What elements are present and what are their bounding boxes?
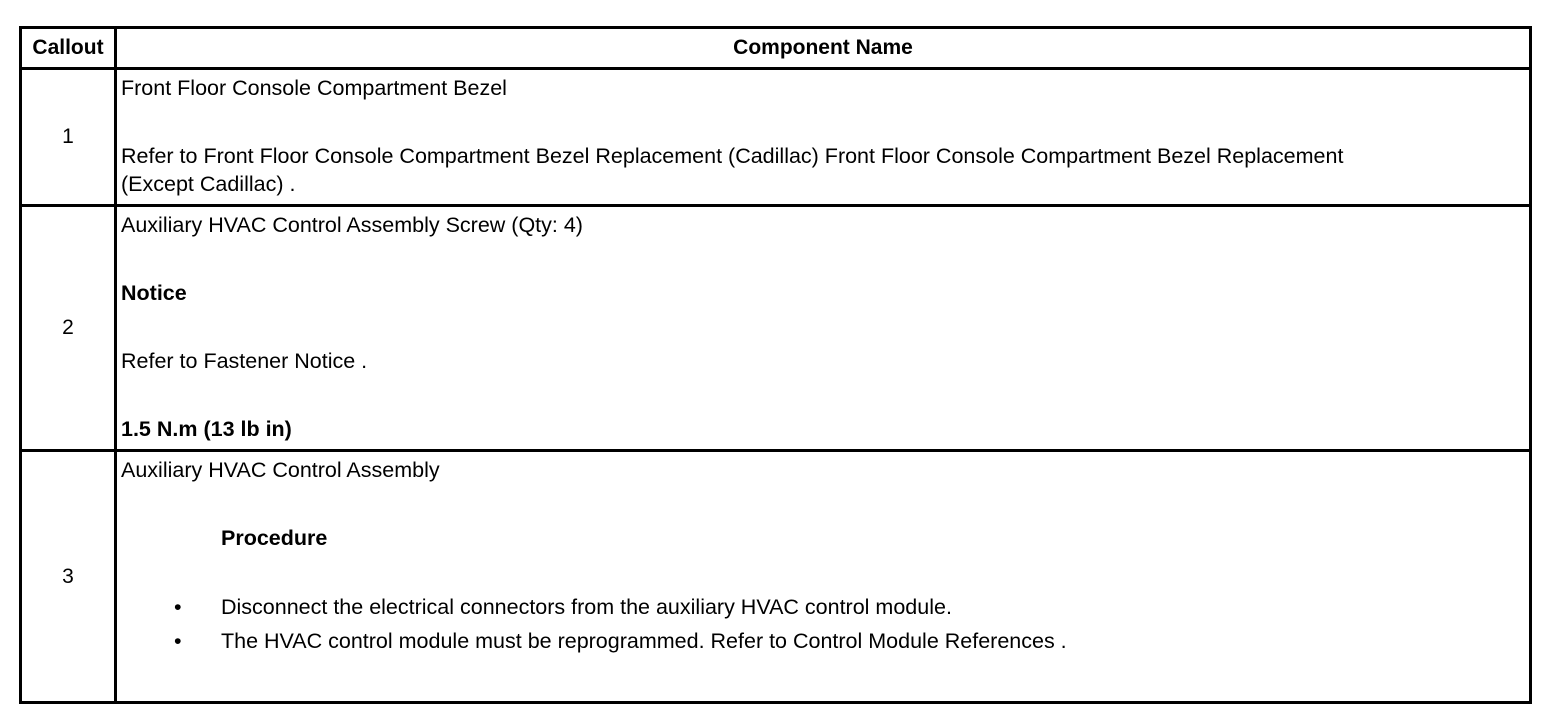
component-table xyxy=(19,26,1532,704)
bullet-icon: • xyxy=(174,595,182,619)
bullet-icon: • xyxy=(174,629,182,653)
procedure-step xyxy=(121,590,1529,624)
procedure-step xyxy=(121,624,1529,658)
row-2-torque: 1.5 N.m (13 lb in) xyxy=(121,417,292,441)
procedure-step-text: The HVAC control module must be reprogrammed. Refer to Control Module References . xyxy=(221,629,1067,653)
row-3-content xyxy=(117,452,1529,701)
row-2-refer: Refer to Fastener Notice . xyxy=(121,349,368,373)
header-component-name: Component Name xyxy=(117,29,1529,70)
row-1-name: Front Floor Console Compartment Bezel xyxy=(121,76,507,100)
row-2-name: Auxiliary HVAC Control Assembly Screw (Qty: 4) xyxy=(121,213,583,237)
header-callout: Callout xyxy=(22,29,117,70)
procedure-step-text: Disconnect the electrical connectors from the auxiliary HVAC control module. xyxy=(221,595,952,619)
row-2-notice-label: Notice xyxy=(121,281,187,305)
callout-3: 3 xyxy=(22,452,117,701)
procedure-steps xyxy=(121,590,1529,658)
row-3-name: Auxiliary HVAC Control Assembly xyxy=(121,458,440,482)
row-1-content xyxy=(117,70,1529,207)
row-2-content xyxy=(117,207,1529,452)
callout-1: 1 xyxy=(22,70,117,207)
row-1-refer: Refer to Front Floor Console Compartment Bezel Replacement (Cadillac) Front Floor Console Compartment Bezel Replacement (Except Cadillac) . xyxy=(121,144,1344,196)
row-3-procedure-label: Procedure xyxy=(221,526,328,550)
callout-2: 2 xyxy=(22,207,117,452)
